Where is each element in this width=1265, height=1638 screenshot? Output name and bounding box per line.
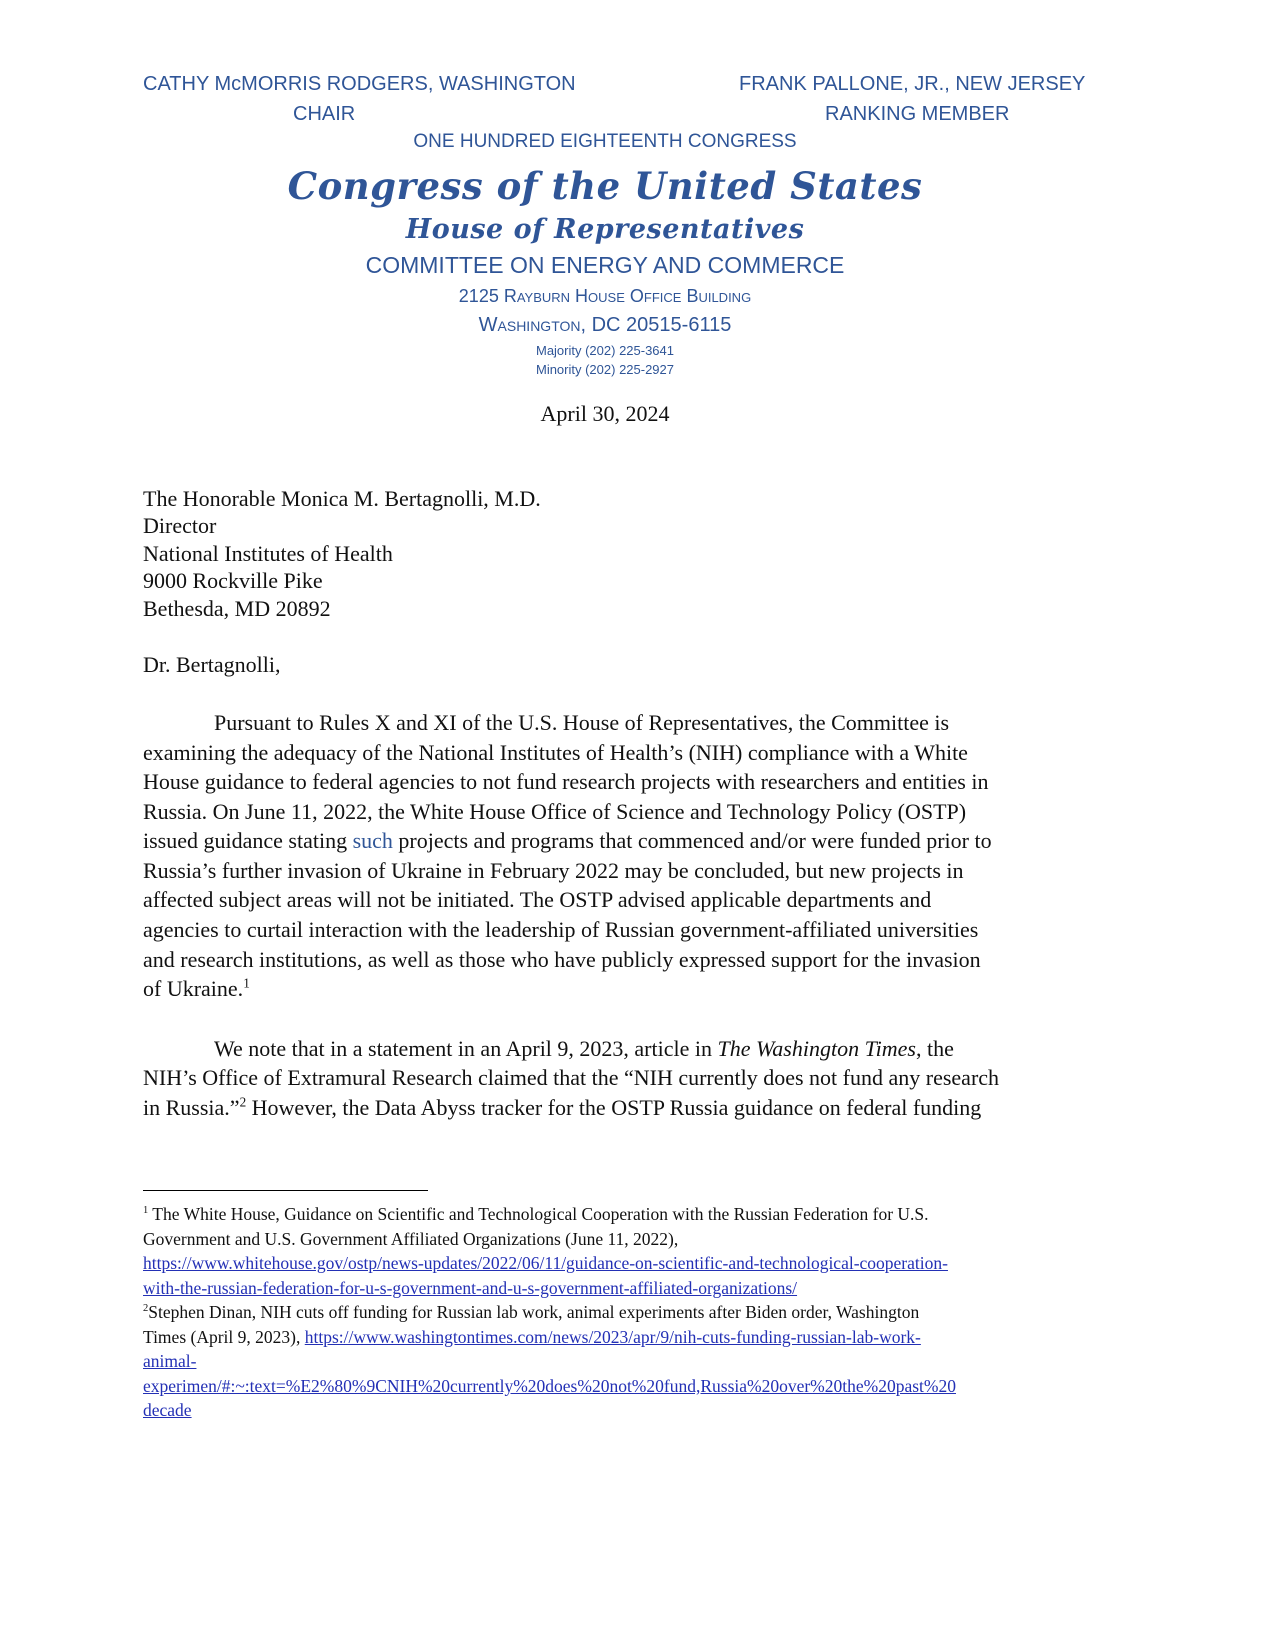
- footnote-text: Stephen Dinan, NIH cuts off funding for Russian lab work, animal experiments after Biden order, Washington: [148, 1302, 920, 1322]
- footnote-2: [143, 1302, 919, 1323]
- recipient-line: National Institutes of Health: [143, 541, 393, 566]
- body-line: Russia’s further invasion of Ukraine in February 2022 may be concluded, but new projects in: [143, 858, 964, 883]
- body-line: [143, 1095, 981, 1121]
- body-text: , the: [915, 1036, 954, 1061]
- body-line: agencies to curtail interaction with the leadership of Russian government-affiliated universities: [143, 917, 979, 942]
- recipient-line: The Honorable Monica M. Bertagnolli, M.D.: [143, 486, 541, 511]
- body-line: [214, 1036, 954, 1062]
- footnote-link[interactable]: decade: [143, 1400, 192, 1420]
- footnote-link[interactable]: https://www.washingtontimes.com/news/2023/apr/9/nih-cuts-funding-russian-lab-work-: [304, 1327, 921, 1347]
- congress-label: ONE HUNDRED EIGHTEENTH CONGRESS: [413, 131, 797, 152]
- ranking-member-title: RANKING MEMBER: [825, 103, 1010, 125]
- office-city: Washington, DC 20515-6115: [478, 314, 732, 336]
- footnote-text: Times (April 9, 2023),: [143, 1327, 305, 1347]
- footnote-number: 2: [143, 1303, 149, 1315]
- footnote-ref-1[interactable]: 1: [243, 975, 250, 991]
- office-address: 2125 Rayburn House Office Building: [458, 286, 752, 306]
- body-text: in Russia.”: [143, 1095, 240, 1120]
- letter-date: April 30, 2024: [540, 401, 670, 426]
- recipient-line: Director: [143, 513, 217, 538]
- footnote-ref-2[interactable]: 2: [239, 1094, 247, 1110]
- footnote-text: Government and U.S. Government Affiliated Organizations (June 11, 2022),: [143, 1229, 679, 1249]
- body-text: We note that in a statement in an April 9, 2023, article in: [214, 1036, 718, 1061]
- minority-phone: Minority (202) 225-2927: [535, 362, 675, 377]
- footnote-link[interactable]: https://www.whitehouse.gov/ostp/news-updates/2022/06/11/guidance-on-scientific-and-technological-cooperation-: [143, 1253, 948, 1273]
- ranking-member-name: FRANK PALLONE, JR., NEW JERSEY: [739, 73, 1086, 95]
- body-line: Russia. On June 11, 2022, the White House Office of Science and Technology Policy (OSTP): [143, 799, 967, 824]
- body-line: Pursuant to Rules X and XI of the U.S. House of Representatives, the Committee is: [214, 710, 950, 735]
- highlighted-word: such: [352, 828, 393, 853]
- committee-name: COMMITTEE ON ENERGY AND COMMERCE: [365, 252, 845, 278]
- majority-phone: Majority (202) 225-3641: [535, 343, 675, 358]
- body-text: However, the Data Abyss tracker for the OSTP Russia guidance on federal funding: [246, 1095, 982, 1120]
- publication-title: The Washington Times: [717, 1036, 916, 1061]
- chair-title: CHAIR: [293, 103, 356, 125]
- recipient-line: Bethesda, MD 20892: [143, 596, 331, 621]
- footnote-divider: [143, 1190, 428, 1191]
- letterhead-title: Congress of the United States: [287, 164, 923, 208]
- body-line: and research institutions, as well as those who have publicly expressed support for the invasion: [143, 947, 981, 972]
- footnote-text: The White House, Guidance on Scientific and Technological Cooperation with the Russian Federation for U.S.: [148, 1204, 929, 1224]
- body-line: examining the adequacy of the National Institutes of Health’s (NIH) compliance with a White: [143, 740, 968, 765]
- body-line: House guidance to federal agencies to not fund research projects with researchers and entities in: [143, 769, 989, 794]
- footnote-link[interactable]: animal-: [143, 1351, 197, 1371]
- chair-name: CATHY McMORRIS RODGERS, WASHINGTON: [143, 73, 576, 95]
- body-text: of Ukraine.: [143, 976, 244, 1001]
- footnote-link[interactable]: experimen/#:~:text=%E2%80%9CNIH%20currently%20does%20not%20fund,Russia%20over%20the%20past%20: [143, 1376, 956, 1396]
- body-line: [143, 828, 992, 854]
- footnote-link[interactable]: with-the-russian-federation-for-u-s-government-and-u-s-government-affiliated-organizations/: [143, 1278, 798, 1298]
- recipient-line: 9000 Rockville Pike: [143, 568, 323, 593]
- footnote-1: [143, 1204, 929, 1225]
- body-line: [143, 976, 250, 1002]
- house-label: House of Representatives: [405, 214, 805, 245]
- body-text: projects and programs that commenced and/or were funded prior to: [392, 828, 992, 853]
- body-line: NIH’s Office of Extramural Research claimed that the “NIH currently does not fund any research: [143, 1065, 1000, 1090]
- body-text: issued guidance stating: [143, 828, 353, 853]
- footnote-line: [143, 1327, 921, 1348]
- footnote-number: 1: [143, 1205, 149, 1217]
- salutation: Dr. Bertagnolli,: [143, 652, 281, 677]
- body-line: affected subject areas will not be initiated. The OSTP advised applicable departments and: [143, 887, 932, 912]
